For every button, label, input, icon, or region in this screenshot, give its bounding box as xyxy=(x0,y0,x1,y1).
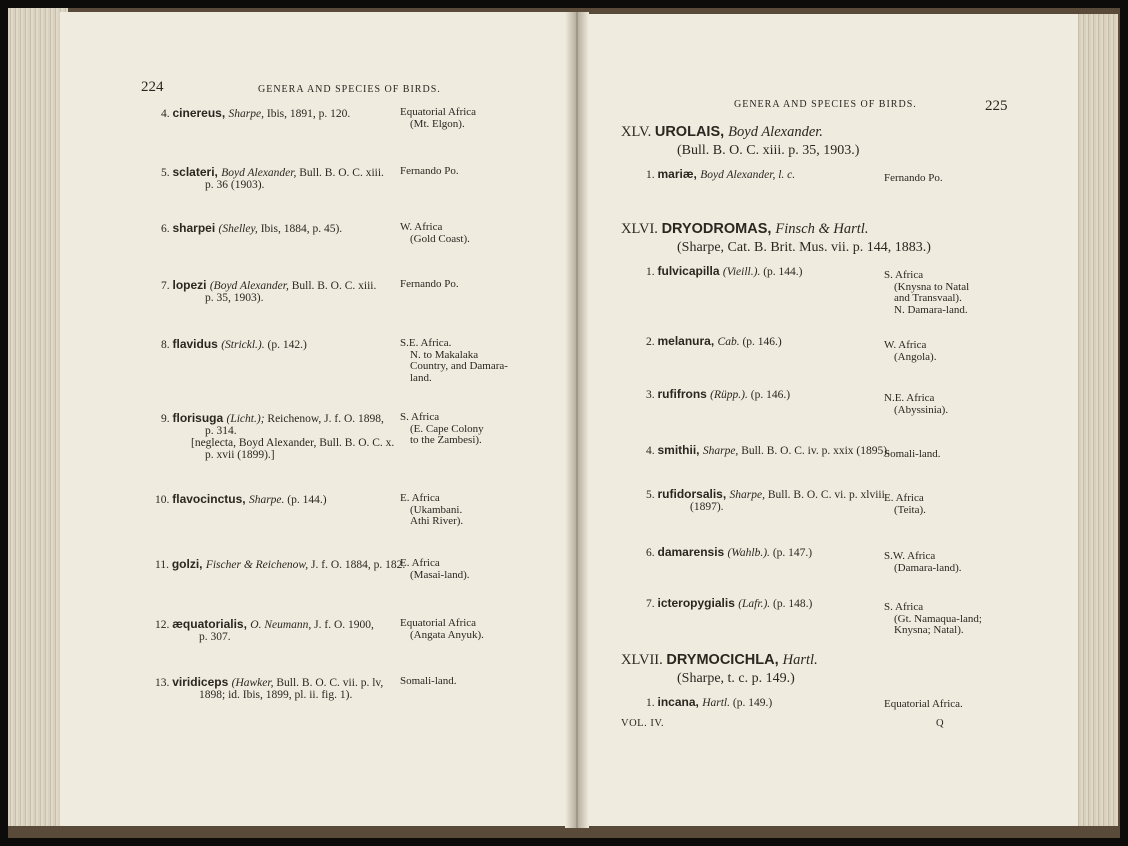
locality-line: N. Damara-land. xyxy=(894,303,968,316)
species-author: (Hawker, xyxy=(231,677,277,689)
species-citation: (p. 149.) xyxy=(732,697,773,709)
species-author: (Strickl.). xyxy=(221,339,268,351)
species-author: Sharpe, xyxy=(228,108,267,120)
species-name: rufidorsalis, xyxy=(657,487,730,501)
locality-line: to the Zambesi). xyxy=(410,434,482,446)
section-heading xyxy=(621,652,818,669)
species-locality xyxy=(884,602,982,637)
species-author: O. Neumann, xyxy=(250,619,315,631)
species-name: flavidus xyxy=(172,337,222,351)
entry-line xyxy=(646,598,812,610)
locality-line: W. Africa xyxy=(400,221,443,233)
species-citation: Ibis, 1884, p. 45). xyxy=(260,223,343,235)
species-citation: (p. 148.) xyxy=(773,598,813,610)
species-citation: Bull. B. O. C. vi. p. xlviii xyxy=(767,489,885,501)
species-author: (Rüpp.). xyxy=(710,389,751,401)
entry-number: 1. xyxy=(646,266,658,278)
species-name: melanura, xyxy=(657,334,718,348)
species-author: (Licht.); xyxy=(226,413,268,425)
genus-name: DRYMOCICHLA, xyxy=(666,652,783,668)
species-name: incana, xyxy=(657,695,703,709)
right-page-number: 225 xyxy=(985,98,1008,114)
species-locality xyxy=(884,173,943,185)
locality-line: E. Africa xyxy=(884,492,924,504)
species-entry xyxy=(646,388,790,401)
species-entry xyxy=(646,168,795,181)
species-entry xyxy=(155,676,383,701)
species-author: Boyd Alexander, l. c. xyxy=(700,169,796,181)
entry-number: 7. xyxy=(161,280,173,292)
locality-line: S. Africa xyxy=(884,601,924,613)
species-locality xyxy=(400,279,459,291)
species-entry xyxy=(161,107,350,120)
species-citation: J. f. O. 1884, p. 182. xyxy=(311,559,406,571)
locality-line: Athi River). xyxy=(410,515,464,527)
entry-number: 2. xyxy=(646,336,658,348)
citation-continued: p. 35, 1903). xyxy=(205,292,264,304)
entry-number: 12. xyxy=(155,619,173,631)
entry-line xyxy=(155,677,383,689)
species-entry xyxy=(161,279,376,304)
locality-line: N. to Makalaka xyxy=(410,348,479,361)
entry-number: 5. xyxy=(646,489,658,501)
locality-line: Fernando Po. xyxy=(400,165,459,177)
species-author: Cab. xyxy=(717,336,743,348)
species-locality xyxy=(884,699,963,711)
species-locality xyxy=(400,676,457,688)
entry-number: 6. xyxy=(161,223,173,235)
species-entry xyxy=(646,597,812,610)
species-name: fulvicapilla xyxy=(657,264,723,278)
species-locality xyxy=(400,412,484,447)
species-author: (Lafr.). xyxy=(738,598,774,610)
species-author: Sharpe, xyxy=(729,489,768,501)
species-entry xyxy=(646,444,890,457)
locality-line: Fernando Po. xyxy=(400,278,459,290)
locality-line: (Abyssinia). xyxy=(894,403,949,416)
species-citation: (p. 144.) xyxy=(287,494,327,506)
locality-line: S. Africa xyxy=(400,411,440,423)
entry-line xyxy=(646,697,772,709)
entry-number: 8. xyxy=(161,339,173,351)
species-entry xyxy=(161,412,394,461)
entry-number: 9. xyxy=(161,413,173,425)
locality-line: (Masai-land). xyxy=(410,568,470,581)
locality-line: N.E. Africa xyxy=(884,392,935,404)
species-citation: (p. 142.) xyxy=(267,339,307,351)
section-heading xyxy=(621,124,823,141)
genus-author: Hartl. xyxy=(782,652,818,668)
footer-volume: VOL. IV. xyxy=(621,718,665,729)
species-locality xyxy=(400,222,470,245)
species-author: (Shelley, xyxy=(218,223,261,235)
species-locality xyxy=(400,558,470,581)
species-entry xyxy=(161,222,342,235)
locality-line: Somali-land. xyxy=(884,448,941,460)
species-citation: (p. 144.) xyxy=(763,266,803,278)
locality-line: W. Africa xyxy=(884,339,927,351)
right-running-head: GENERA AND SPECIES OF BIRDS. xyxy=(734,99,917,110)
entry-number: 1. xyxy=(646,169,658,181)
entry-line xyxy=(646,266,803,278)
locality-line: S.W. Africa xyxy=(884,550,936,562)
entry-line xyxy=(155,494,327,506)
genus-author: Boyd Alexander. xyxy=(728,124,823,140)
section-numeral: XLV. xyxy=(621,124,655,140)
species-author: (Boyd Alexander, xyxy=(209,280,292,292)
species-entry xyxy=(646,265,803,278)
locality-line: (E. Cape Colony xyxy=(410,422,484,435)
species-citation: Reichenow, J. f. O. 1898, xyxy=(267,413,384,425)
species-author: Sharpe. xyxy=(248,494,288,506)
locality-line: (Gt. Namaqua-land; xyxy=(894,612,982,625)
species-locality xyxy=(884,340,936,363)
entry-number: 5. xyxy=(161,167,173,179)
species-name: damarensis xyxy=(657,545,728,559)
species-citation: (p. 146.) xyxy=(750,389,791,401)
species-name: rufifrons xyxy=(657,387,711,401)
species-name: mariæ, xyxy=(657,167,701,181)
species-name: cinereus, xyxy=(172,106,229,120)
entry-line xyxy=(161,413,384,425)
locality-line: Equatorial Africa xyxy=(400,106,477,118)
locality-line: (Teita). xyxy=(894,503,926,516)
locality-line: (Mt. Elgon). xyxy=(410,117,465,130)
species-entry xyxy=(646,696,772,709)
locality-line: (Angola). xyxy=(894,350,937,363)
locality-line: Equatorial Africa. xyxy=(884,698,963,710)
signature-mark: Q xyxy=(936,718,944,729)
citation-continued: p. 36 (1903). xyxy=(205,179,265,191)
species-author: Hartl. xyxy=(702,697,733,709)
species-locality xyxy=(884,449,941,461)
section-numeral: XLVI. xyxy=(621,221,662,237)
synonym-bracket: [neglecta, Boyd Alexander, Bull. B. O. C. x. xyxy=(191,437,395,449)
species-author: Sharpe, xyxy=(702,445,742,457)
species-locality xyxy=(400,166,459,178)
species-entry xyxy=(155,618,374,643)
species-citation: Bull. B. O. C. xiii. xyxy=(299,167,384,179)
species-name: icteropygialis xyxy=(657,596,739,610)
entry-line xyxy=(161,280,376,292)
species-citation: Ibis, 1891, p. 120. xyxy=(266,108,351,120)
species-locality xyxy=(400,338,508,384)
section-heading xyxy=(621,221,868,238)
species-name: lopezi xyxy=(172,278,210,292)
locality-line: Knysna; Natal). xyxy=(894,624,964,636)
species-name: sharpei xyxy=(172,221,219,235)
entry-line xyxy=(161,339,307,351)
species-citation: J. f. O. 1900, xyxy=(314,619,374,631)
locality-line: (Ukambani. xyxy=(410,503,463,516)
species-entry xyxy=(646,546,812,559)
section-reference: (Sharpe, Cat. B. Brit. Mus. vii. p. 144, 1883.) xyxy=(677,240,931,255)
entry-number: 1. xyxy=(646,697,658,709)
left-page-edges xyxy=(8,8,68,826)
species-name: viridiceps xyxy=(172,675,232,689)
entry-number: 4. xyxy=(646,445,658,457)
species-name: flavocinctus, xyxy=(172,492,249,506)
species-entry xyxy=(161,338,307,351)
species-locality xyxy=(400,107,476,130)
entry-line xyxy=(646,336,782,348)
book-gutter xyxy=(565,12,589,828)
locality-line: Somali-land. xyxy=(400,675,457,687)
genus-name: UROLAIS, xyxy=(654,124,729,140)
locality-line: E. Africa xyxy=(400,557,440,569)
entry-number: 3. xyxy=(646,389,658,401)
species-author: (Wahlb.). xyxy=(727,547,773,559)
left-running-head: GENERA AND SPECIES OF BIRDS. xyxy=(258,84,441,95)
species-citation: (p. 147.) xyxy=(772,547,813,559)
species-locality xyxy=(884,493,926,516)
entry-number: 13. xyxy=(155,677,173,689)
citation-continued: p. 314. xyxy=(205,425,237,437)
species-citation: Bull. B. O. C. iv. p. xxix (1895). xyxy=(741,445,890,457)
synonym-bracket-continued: p. xvii (1899).] xyxy=(205,449,275,461)
entry-number: 7. xyxy=(646,598,658,610)
locality-line: E. Africa xyxy=(400,492,440,504)
species-name: golzi, xyxy=(171,557,206,571)
section-reference: (Sharpe, t. c. p. 149.) xyxy=(677,671,795,686)
species-entry xyxy=(646,488,885,513)
left-page-number: 224 xyxy=(141,79,164,95)
species-name: æquatorialis, xyxy=(172,617,251,631)
entry-line xyxy=(161,223,342,235)
locality-line: (Damara-land). xyxy=(894,561,962,574)
entry-line xyxy=(646,389,790,401)
entry-line xyxy=(646,547,812,559)
species-entry xyxy=(161,166,384,191)
species-citation: Bull. B. O. C. xiii. xyxy=(291,280,377,292)
species-locality xyxy=(884,551,962,574)
species-citation: (p. 146.) xyxy=(742,336,782,348)
species-name: florisuga xyxy=(172,411,227,425)
locality-line: S. Africa xyxy=(884,269,924,281)
species-author: Fischer & Reichenow, xyxy=(205,559,312,571)
entry-line xyxy=(161,167,384,179)
locality-line: Equatorial Africa xyxy=(400,617,477,629)
section-reference: (Bull. B. O. C. xiii. p. 35, 1903.) xyxy=(677,143,860,158)
entry-line xyxy=(161,108,350,120)
species-locality xyxy=(400,618,484,641)
locality-line: S.E. Africa. xyxy=(400,337,452,349)
species-entry xyxy=(155,493,327,506)
species-name: sclateri, xyxy=(172,165,222,179)
species-name: smithii, xyxy=(657,443,703,457)
entry-number: 10. xyxy=(155,494,173,506)
species-locality xyxy=(884,393,948,416)
entry-number: 6. xyxy=(646,547,658,559)
citation-continued: 1898; id. Ibis, 1899, pl. ii. fig. 1). xyxy=(199,689,353,701)
citation-continued: (1897). xyxy=(690,501,724,513)
entry-line xyxy=(155,619,374,631)
species-citation: Bull. B. O. C. vii. p. lv, xyxy=(276,677,384,689)
species-author: (Vieill.). xyxy=(722,266,764,278)
entry-number: 11. xyxy=(155,559,172,571)
species-locality xyxy=(884,270,969,316)
species-entry xyxy=(646,335,782,348)
entry-line xyxy=(646,445,890,457)
locality-line: and Transvaal). xyxy=(894,292,962,304)
entry-number: 4. xyxy=(161,108,173,120)
locality-line: (Gold Coast). xyxy=(410,232,470,245)
citation-continued: p. 307. xyxy=(199,631,231,643)
species-locality xyxy=(400,493,463,528)
section-numeral: XLVII. xyxy=(621,652,667,668)
locality-line: (Angata Anyuk). xyxy=(410,628,484,641)
locality-line: Fernando Po. xyxy=(884,172,943,184)
entry-line xyxy=(646,169,795,181)
genus-author: Finsch & Hartl. xyxy=(775,221,869,237)
locality-line: (Knysna to Natal xyxy=(894,280,970,293)
locality-line: land. xyxy=(410,371,432,384)
locality-line: Country, and Damara- xyxy=(410,360,508,372)
right-page-edges xyxy=(1076,14,1118,826)
species-author: Boyd Alexander, xyxy=(221,167,300,179)
entry-line xyxy=(646,489,885,501)
species-entry xyxy=(155,558,405,571)
entry-line xyxy=(155,559,405,571)
genus-name: DRYODROMAS, xyxy=(661,221,776,237)
